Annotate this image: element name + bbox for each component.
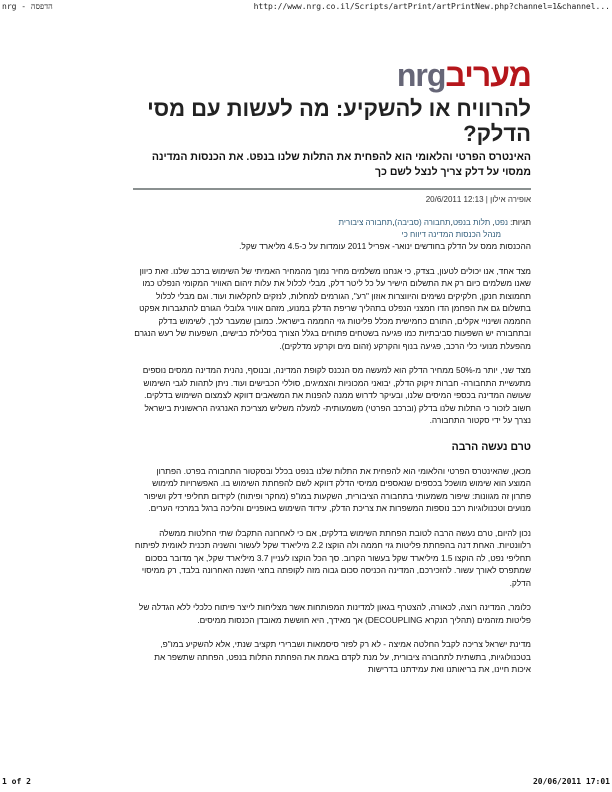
tags: תגיות: נפט, תלות בנפט,תחבורה (סביבה),תחבורה ציבורית [338, 218, 531, 227]
article-title: להרוויח או להשקיע: מה לעשות עם מסי הדלק? [147, 96, 531, 146]
paragraph: מצד אחד, אנו יכולים לטעון, בצדק, כי אנחנו משלמים מחיר נמוך מהמחיר האמיתי של השימוש ברכב שלנו. זאת כיוון שאנו משלמים כיום רק את התשלום הישיר על כל ליטר דלק, מבלי לכלול את עלות זיהום האוויר המקומי הנפלט כמו תחמוצות חנקן, חלקיקים נשימים והיווצרות אוזון "רע", הגורמים למחלות, לנזקים לחקלאות ועוד. וגם מבלי לכלול בתשלום גם את הפחמן הדו חמצני הנפלט בתהליך שריפת הדלק במנוע, מזהם אוויר גלובלי הגורם להתגברות אפקט החממה ושינויי אקלים, התורם כחמישית מכלל פליטות גזי החממה בישראל. כמובן שמעבר לכך, לשימוש בדלק ובתחבורה יש השפעות סביבתיות כמו פגיעה בשטחים פתוחים בגלל הצורך בסלילת כבישים, השפעות של רעש הנגרם מהפעלת מנועי כלי הרכב, פגיעה בנוף והקרקע (זהום מים וקרקע מדלקים). [134, 265, 531, 351]
tag-link[interactable]: תלות בנפט [452, 218, 491, 227]
logo-latin: nrg [396, 57, 446, 93]
logo-hebrew: מעריב [445, 57, 531, 93]
publish-date: 20/6/2011 12:13 [425, 195, 484, 204]
print-header-title: nrg - הדפסה [2, 2, 53, 11]
paragraph: מצד שני, יותר מ-50% ממחיר הדלק הוא למעשה מס הנכנס לקופת המדינה, ובנוסף, נהנית המדינה ממסים נוספים מתעשיית התחבורה- חברות זיקוק הדלק, יבואני המכוניות והצמיגים, סוללי הכבישים ועוד. ניתן לתהות לגבי השימוש שעושה המדינה בכספי המיסים שלנו, ובעיקר לדרוש ממנה להפנות את המשאבים דווקא לצמצום השימוש בדלקים. חשוב לזכור כי התלות שלנו בדלק (וברכב הפרטי) משמעותית- למעלה משליש מצריכת האנרגיה הראשונית בישראל נצרך על ידי סקטור התחבורה. [142, 365, 531, 425]
byline: אופירה אילון | 20/6/2011 12:13 [425, 195, 531, 204]
page-number: 1 of 2 [2, 777, 31, 786]
paragraph: מכאן, שהאינטרס הפרטי והלאומי הוא להפחית את התלות שלנו בנפט בכלל ובסקטור התחבורה בפרט. הפתרון המוצע הוא שימוש מושכל בכספים שנאספים ממיסי הדלק דווקא לשם להפחתת השימוש בו. האפשרויות למימוש פתרון זה מגוונות: שיפור משמעותי בתחבורה הציבורית, השקעות במו"פ (מחקר ופיתוח) לקידום תחליפי דלק ושיפור מנועים וטכנולוגיות רכב נוספות המשפרות את צריכת הדלק, עידוד השימוש באופניים והליכה ברגל במרכזי הערים. [144, 465, 531, 513]
article-column [133, 58, 531, 688]
tags-label: תגיות: [510, 218, 531, 227]
tag-link[interactable]: תחבורה (סביבה) [394, 218, 451, 227]
section-heading: טרם נעשה הרבה [451, 440, 531, 453]
paragraph: ההכנסות ממס על הדלק בחודשים ינואר- אפריל 2011 עומדות על כ-4.5 מליארד שקל. [239, 241, 531, 251]
paragraph: כלומר, המדינה רוצה, לכאורה, להצטרף בגאון למדינות המפותחות אשר מצליחות לייצר פיתוח כלכלי ללא הגדלה של פליטות מזהמים (תהליך הנקרא DECOUPLING) אך מאידך, היא חוששת מאובדן הכנסות ממיסים. [138, 602, 531, 625]
print-header-url: http://www.nrg.co.il/Scripts/artPrint/artPrintNew.php?channel=1&channel... [253, 2, 610, 11]
divider [133, 188, 531, 190]
print-datetime: 20/06/2011 17:01 [532, 777, 610, 786]
paragraph: מדינת ישראל צריכה לקבל החלטה אמיצה - לא רק לפזר סיסמאות ושברירי תקציב שנתי, אלא להשקיע במו"פ, בטכנולוגיות, בתשתית לתחבורה ציבורית, על מנת לקדם באמת את הפחתת התלות בנפט, הפחתה שתשפר את איכות חיינו, את בריאותנו ואת עמידתנו בדרישות [154, 639, 531, 674]
tag-link[interactable]: תחבורה ציבורית [338, 218, 393, 227]
tag-link[interactable]: נפט [494, 218, 508, 227]
article-subtitle: האינטרס הפרטי והלאומי הוא להפחית את התלות שלנו בנפט. את הכנסות המדינה ממסוי על דלק צריך לנצל לשם כך [151, 151, 531, 178]
inline-link[interactable]: מנהל הכנסות המדינה דיווח כי [401, 230, 501, 239]
paragraph: נכון להיום, טרם נעשה הרבה לטובת הפחתת השימוש בדלקים, אם כי לאחרונה התקבלו שתי החלטות ממשלה רלוונטיות. האחת דנה בהפחתת פליטות גזי חממה ולה הוקצו 2.2 מיליארד שקל לעשור והשניה תכנית לאומית לפיתוח תחליפי נפט, לה הוקצו 1.5 מיליארד שקל בעשור הקרוב. סך הכל הוקצו לעניין 3.7 מיליארד שקל, אך מדובר בסכום שמתפרס לאורך עשור. להזכירכם, המדינה הכניסה סכום גבוה מזה לקופתה בחצי השנה האחרונה בלבד, רק ממיסוי הדלק. [134, 527, 531, 588]
nrg-maariv-logo [133, 58, 531, 94]
author: אופירה אילון [490, 195, 531, 204]
